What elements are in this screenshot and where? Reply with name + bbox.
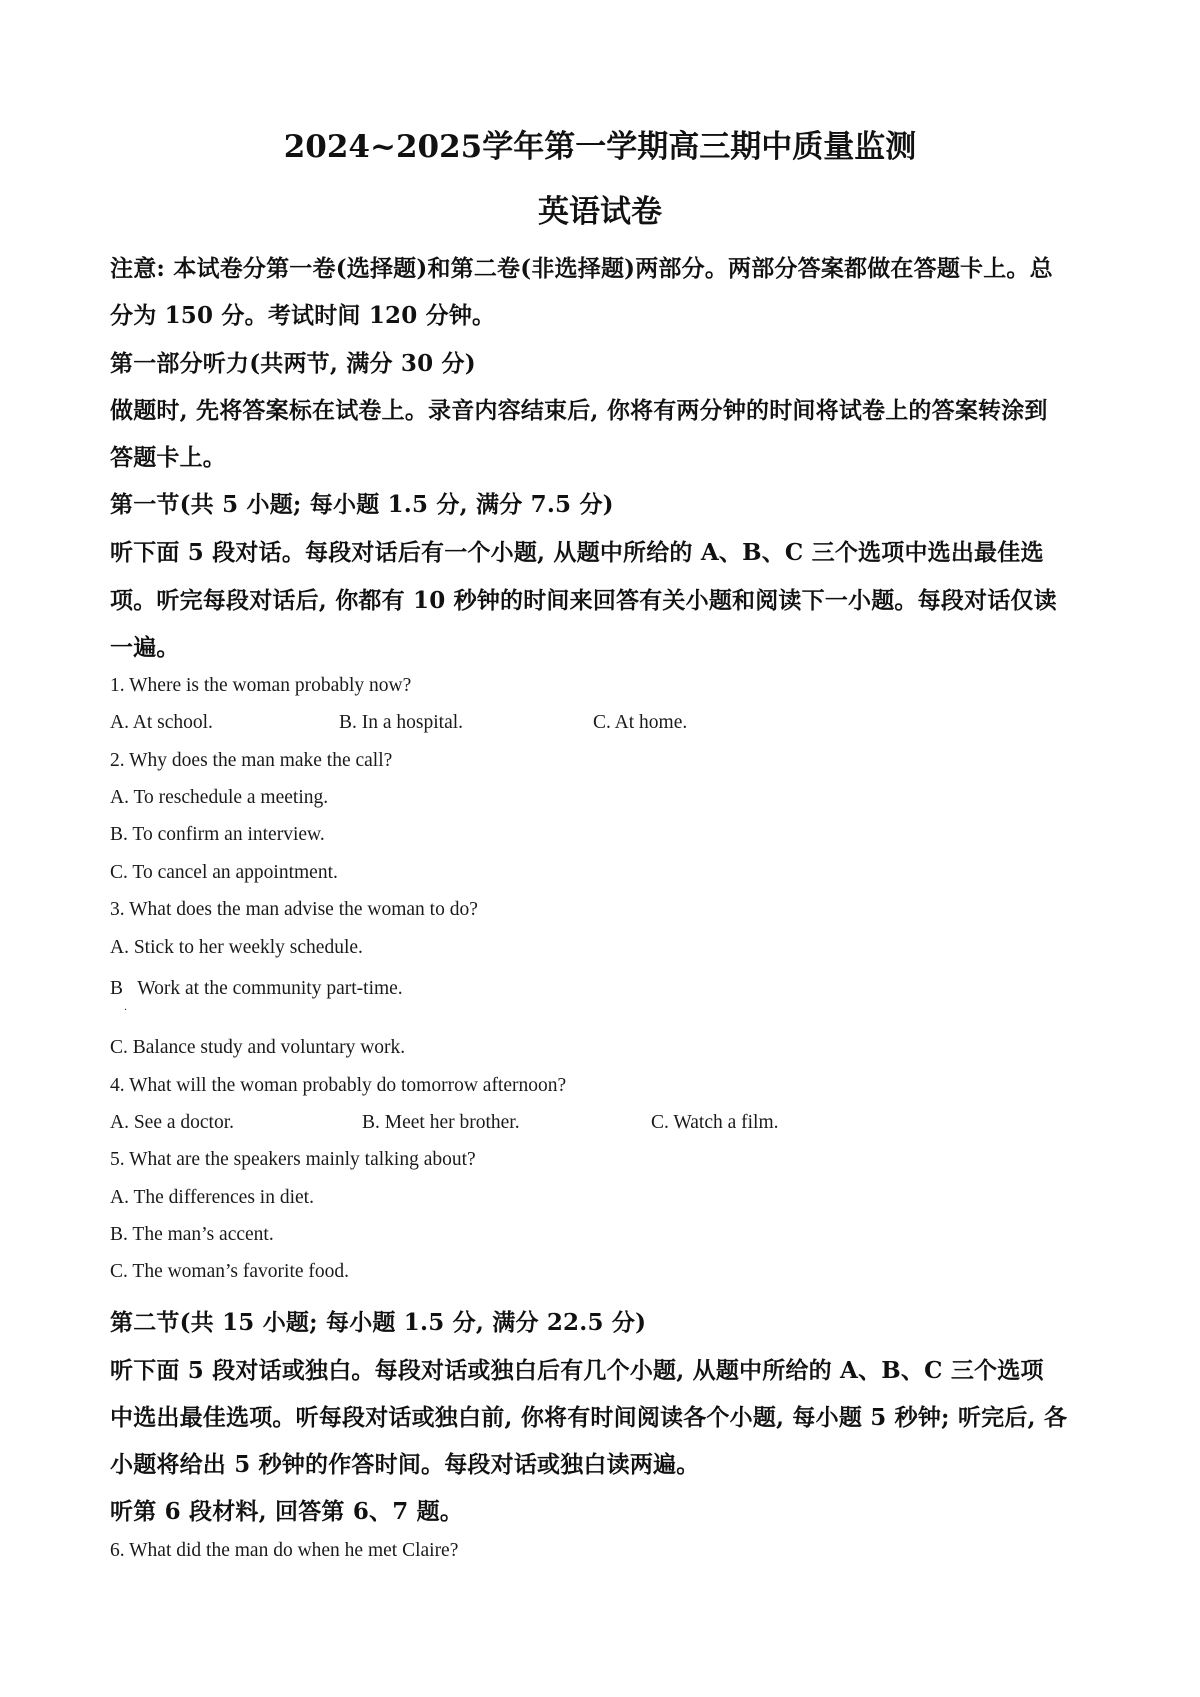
notice-line-1: 注意: 本试卷分第一卷(选择题)和第二卷(非选择题)两部分。两部分答案都做在答题卡上。总 [110, 255, 1053, 282]
option-a: A. At school. [110, 712, 213, 733]
question-4-stem: 4. What will the woman probably do tomorrow afternoon? [110, 1075, 567, 1096]
question-5-stem: 5. What are the speakers mainly talking about? [110, 1149, 476, 1170]
exam-subtitle: 英语试卷 [538, 194, 662, 230]
option-a: A. See a doctor. [110, 1112, 235, 1133]
notice-line-2: 分为 150 分。考试时间 120 分钟。 [110, 302, 496, 329]
question-2-option-c: C. To cancel an appointment. [110, 862, 338, 883]
section2-instruction-3: 小题将给出 5 秒钟的作答时间。每段对话或独白读两遍。 [110, 1451, 700, 1478]
question-3-option-b: B Work at the community part-time. [110, 978, 403, 999]
question-5-option-b: B. The man’s accent. [110, 1224, 274, 1245]
part1-heading: 第一部分听力(共两节, 满分 30 分) [110, 350, 476, 377]
question-5-option-c: C. The woman’s favorite food. [110, 1261, 350, 1282]
question-5-option-a: A. The differences in diet. [110, 1187, 314, 1208]
section2-instruction-2: 中选出最佳选项。听每段对话或独白前, 你将有时间阅读各个小题, 每小题 5 秒钟; 听完后, 各 [110, 1404, 1068, 1431]
part1-instruction-2: 答题卡上。 [110, 444, 226, 471]
question-2-option-a: A. To reschedule a meeting. [110, 787, 329, 808]
exam-title: 2024~2025学年第一学期高三期中质量监测 [283, 129, 917, 165]
option-b: B. In a hospital. [339, 712, 464, 733]
question-3-option-a: A. Stick to her weekly schedule. [110, 937, 363, 958]
option-c: C. At home. [593, 712, 688, 733]
section1-instruction-2: 项。听完每段对话后, 你都有 10 秒钟的时间来回答有关小题和阅读下一小题。每段对话仅读 [110, 587, 1057, 614]
question-2-option-b: B. To confirm an interview. [110, 824, 325, 845]
section1-heading: 第一节(共 5 小题; 每小题 1.5 分, 满分 7.5 分) [110, 491, 614, 518]
option-b: B. Meet her brother. [362, 1112, 520, 1133]
option-c: C. Watch a film. [651, 1112, 779, 1133]
section2-instruction-1: 听下面 5 段对话或独白。每段对话或独白后有几个小题, 从题中所给的 A、B、C 三个选项 [110, 1357, 1044, 1384]
section1-instruction-3: 一遍。 [110, 634, 180, 661]
material-6-heading: 听第 6 段材料, 回答第 6、7 题。 [110, 1498, 464, 1525]
part1-instruction-1: 做题时, 先将答案标在试卷上。录音内容结束后, 你将有两分钟的时间将试卷上的答案转涂到 [110, 397, 1048, 424]
section1-instruction-1: 听下面 5 段对话。每段对话后有一个小题, 从题中所给的 A、B、C 三个选项中选出最佳选 [110, 539, 1044, 566]
question-2-stem: 2. Why does the man make the call? [110, 750, 393, 771]
question-3-stem: 3. What does the man advise the woman to do? [110, 899, 478, 920]
option-b-dot: . [124, 999, 127, 1013]
question-6-stem: 6. What did the man do when he met Claire? [110, 1540, 459, 1561]
question-3-option-c: C. Balance study and voluntary work. [110, 1037, 406, 1058]
section2-heading: 第二节(共 15 小题; 每小题 1.5 分, 满分 22.5 分) [110, 1309, 647, 1336]
question-1-stem: 1. Where is the woman probably now? [110, 675, 412, 696]
